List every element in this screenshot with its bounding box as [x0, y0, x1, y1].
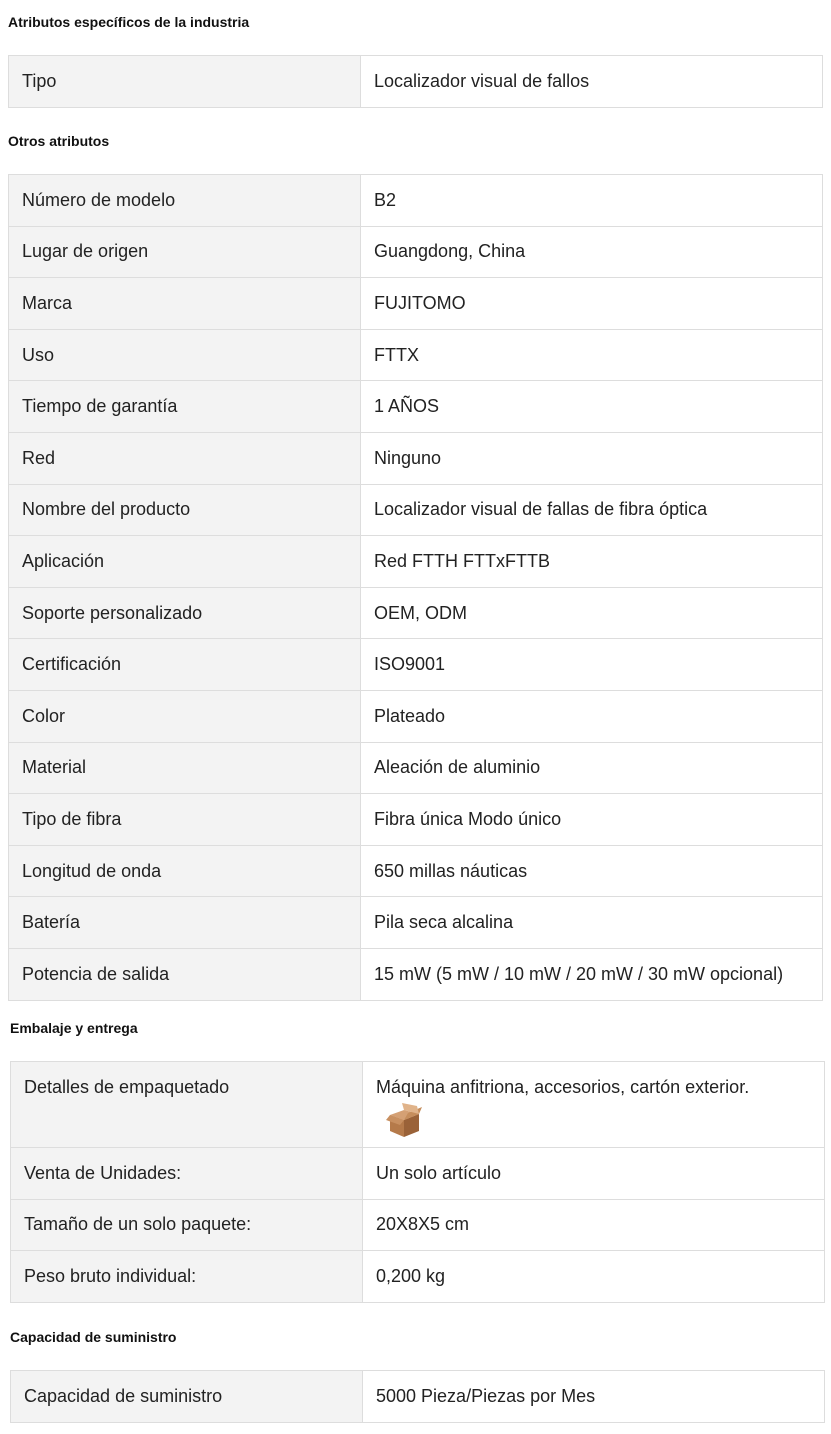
table-row [11, 1251, 825, 1303]
attribute-value: FTTX [361, 329, 823, 381]
table-row [9, 897, 823, 949]
attribute-value: Plateado [361, 690, 823, 742]
attribute-value: Localizador visual de fallos [361, 56, 823, 108]
table-row [9, 690, 823, 742]
attribute-key: Longitud de onda [9, 845, 361, 897]
attribute-value: ISO9001 [361, 639, 823, 691]
attribute-value: B2 [361, 175, 823, 227]
attribute-value: OEM, ODM [361, 587, 823, 639]
table-row [9, 56, 823, 108]
attribute-value: 1 AÑOS [361, 381, 823, 433]
table-row [9, 432, 823, 484]
attribute-key: Material [9, 742, 361, 794]
attribute-key: Tamaño de un solo paquete: [11, 1199, 363, 1251]
packaging-table [10, 1061, 825, 1303]
table-row [9, 639, 823, 691]
attribute-value: 20X8X5 cm [363, 1199, 825, 1251]
attribute-value: Aleación de aluminio [361, 742, 823, 794]
table-row [11, 1062, 825, 1148]
table-row [9, 536, 823, 588]
section-title-industry-attributes: Atributos específicos de la industria [8, 14, 250, 30]
section-title-other-attributes: Otros atributos [8, 133, 110, 149]
attribute-key: Certificación [9, 639, 361, 691]
attribute-key: Potencia de salida [9, 948, 361, 1000]
attribute-value: Guangdong, China [361, 226, 823, 278]
table-row [9, 587, 823, 639]
table-row [11, 1199, 825, 1251]
attribute-key: Tipo [9, 56, 361, 108]
attribute-key: Peso bruto individual: [11, 1251, 363, 1303]
attribute-key: Batería [9, 897, 361, 949]
attribute-key: Venta de Unidades: [11, 1148, 363, 1200]
table-row [9, 381, 823, 433]
attribute-value: 0,200 kg [363, 1251, 825, 1303]
section-title-packaging-delivery: Embalaje y entrega [10, 1020, 138, 1036]
attribute-key: Detalles de empaquetado [11, 1062, 363, 1148]
attribute-key: Soporte personalizado [9, 587, 361, 639]
table-row [9, 484, 823, 536]
attribute-value: Fibra única Modo único [361, 794, 823, 846]
attribute-key: Color [9, 690, 361, 742]
attribute-value: FUJITOMO [361, 278, 823, 330]
attribute-value: Localizador visual de fallas de fibra óptica [361, 484, 823, 536]
table-row [9, 278, 823, 330]
table-row [11, 1148, 825, 1200]
other-attributes-table [8, 174, 823, 1001]
table-row [9, 175, 823, 227]
industry-attributes-table [8, 55, 823, 108]
attribute-key: Tipo de fibra [9, 794, 361, 846]
attribute-value-cell [363, 1062, 825, 1148]
attribute-key: Lugar de origen [9, 226, 361, 278]
attribute-value: Pila seca alcalina [361, 897, 823, 949]
attribute-value: 650 millas náuticas [361, 845, 823, 897]
table-row [9, 226, 823, 278]
attribute-key: Tiempo de garantía [9, 381, 361, 433]
table-row [9, 948, 823, 1000]
attribute-key: Número de modelo [9, 175, 361, 227]
table-row [9, 845, 823, 897]
attribute-value: 15 mW (5 mW / 10 mW / 20 mW / 30 mW opcional) [361, 948, 823, 1000]
attribute-value: Red FTTH FTTxFTTB [361, 536, 823, 588]
supply-capacity-table [10, 1370, 825, 1423]
attribute-value: Ninguno [361, 432, 823, 484]
attribute-key: Capacidad de suministro [11, 1371, 363, 1423]
attribute-key: Aplicación [9, 536, 361, 588]
table-row [9, 794, 823, 846]
attribute-key: Nombre del producto [9, 484, 361, 536]
table-row [9, 742, 823, 794]
attribute-value: Un solo artículo [363, 1148, 825, 1200]
package-box-icon [384, 1103, 424, 1139]
section-title-supply-capacity: Capacidad de suministro [10, 1329, 177, 1345]
attribute-value: 5000 Pieza/Piezas por Mes [363, 1371, 825, 1423]
table-row [9, 329, 823, 381]
table-row [11, 1371, 825, 1423]
attribute-key: Red [9, 432, 361, 484]
attribute-key: Uso [9, 329, 361, 381]
attribute-key: Marca [9, 278, 361, 330]
attribute-value: Máquina anfitriona, accesorios, cartón exterior. [376, 1077, 750, 1097]
